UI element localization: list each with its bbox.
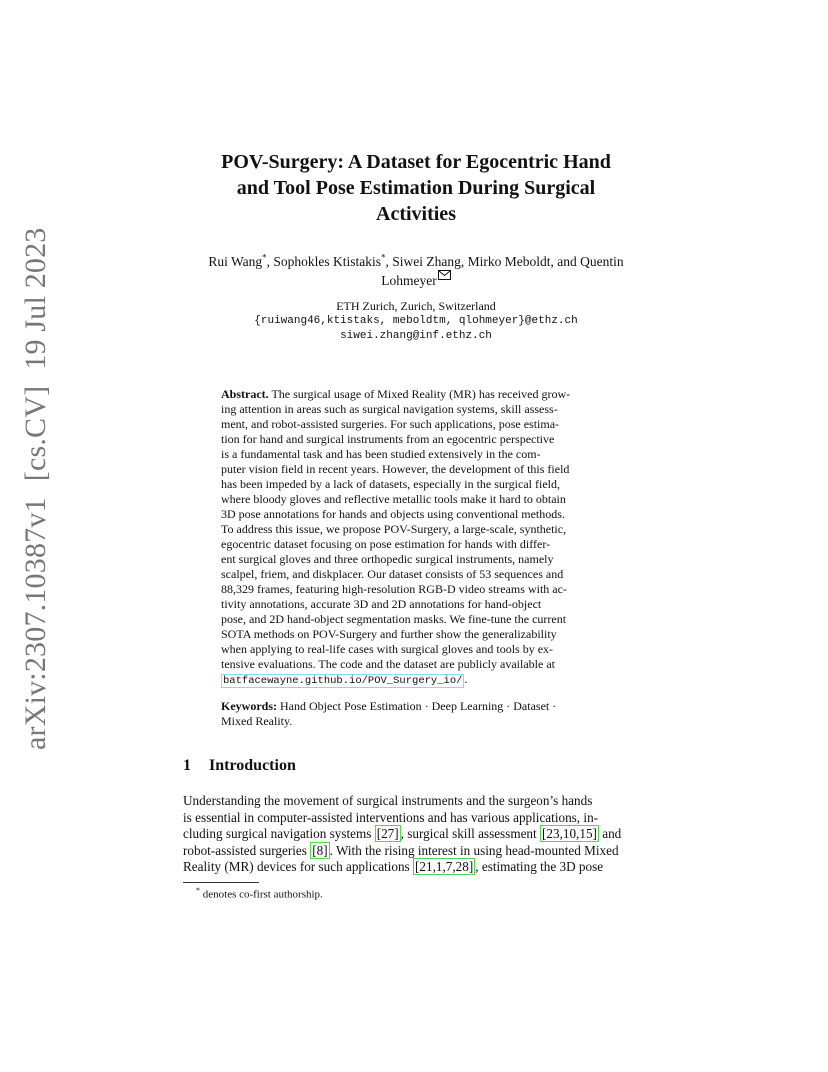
intro-line <box>183 843 651 860</box>
intro-text: , estimating the 3D pose <box>475 859 604 874</box>
intro-line <box>183 859 651 876</box>
title-line: and Tool Pose Estimation During Surgical <box>236 177 596 199</box>
intro-text: robot-assisted surgeries <box>183 842 311 858</box>
section-title: Introduction <box>209 757 296 774</box>
co-first-mark: * <box>381 252 386 263</box>
footnote-divider <box>183 882 259 883</box>
abstract-text: . <box>464 672 468 686</box>
abstract-line: To address this issue, we propose POV-Surgery, a large-scale, synthetic, <box>221 522 567 536</box>
author-list <box>180 253 652 289</box>
intro-text: . With the rising interest in using head-mounted Mixed <box>329 842 619 858</box>
introduction-text <box>183 793 651 876</box>
citation-link[interactable]: [23,10,15] <box>541 826 597 841</box>
abstract-line: 3D pose annotations for hands and objects using conventional methods. <box>221 507 565 521</box>
institution: ETH Zurich, Zurich, Switzerland <box>336 299 496 313</box>
citation-link[interactable]: [21,1,7,28] <box>415 859 474 874</box>
keywords-text: Hand Object Pose Estimation · Deep Learning · Dataset · <box>277 699 557 713</box>
citation-link[interactable]: [27] <box>376 826 399 841</box>
email-addresses: {ruiwang46,ktistaks, meboldtm, qlohmeyer}@ethz.ch <box>254 315 578 327</box>
keywords-label: Keywords: <box>221 699 277 713</box>
section-number: 1 <box>183 757 191 774</box>
title-line: Activities <box>376 203 456 225</box>
project-link[interactable]: batfacewayne.github.io/POV_Surgery_io/ <box>223 675 463 687</box>
arxiv-id-text: arXiv:2307.10387v1 <box>19 497 52 750</box>
abstract-line: where bloody gloves and reflective metallic tools make it hard to obtain <box>221 492 566 506</box>
author-name: , Sophokles Ktistakis <box>266 254 382 269</box>
section-heading <box>183 757 296 775</box>
author-name: Rui Wang <box>208 254 263 269</box>
abstract-line <box>221 387 612 402</box>
abstract-line: egocentric dataset focusing on pose estimation for hands with differ- <box>221 537 551 551</box>
abstract-line: ing attention in areas such as surgical navigation systems, skill assess- <box>221 402 558 416</box>
abstract-line: scalpel, friem, and diskplacer. Our dataset consists of 53 sequences and <box>221 567 564 581</box>
abstract-line: puter vision field in recent years. However, the development of this field <box>221 462 570 476</box>
abstract-line: tivity annotations, accurate 3D and 2D annotations for hand-object <box>221 597 542 611</box>
abstract-line: 88,329 frames, featuring high-resolution RGB-D video streams with ac- <box>221 582 567 596</box>
intro-text: Reality (MR) devices for such applications <box>183 859 413 874</box>
intro-line: is essential in computer-assisted interventions and has various applications, in- <box>183 809 599 825</box>
intro-line: Understanding the movement of surgical instruments and the surgeon’s hands <box>183 793 593 808</box>
arxiv-category: [cs.CV] <box>19 385 52 482</box>
paper-title <box>180 149 652 227</box>
abstract-text: The surgical usage of Mixed Reality (MR) has received grow- <box>268 387 571 401</box>
author-name: Lohmeyer <box>381 273 437 288</box>
intro-text: cluding surgical navigation systems <box>183 826 375 841</box>
abstract <box>221 387 612 689</box>
abstract-line: tensive evaluations. The code and the dataset are publicly available at <box>221 657 555 671</box>
abstract-line: pose, and 2D hand-object segmentation masks. We fine-tune the current <box>221 612 567 626</box>
abstract-label: Abstract. <box>221 387 269 401</box>
footnote <box>196 886 323 901</box>
keywords-line: Mixed Reality. <box>221 714 293 728</box>
author-names: , Siwei Zhang, Mirko Meboldt, and Quentin <box>385 254 624 269</box>
footnote-mark: * <box>196 886 200 895</box>
abstract-line <box>221 672 612 689</box>
footnote-text: denotes co-first authorship. <box>200 888 323 901</box>
abstract-line: SOTA methods on POV-Surgery and further show the generalizability <box>221 627 557 641</box>
intro-text: and <box>598 826 622 841</box>
abstract-line: tion for hand and surgical instruments from an egocentric perspective <box>221 432 555 446</box>
abstract-line: ment, and robot-assisted surgeries. For such applications, pose estima- <box>221 417 560 431</box>
abstract-line: ent surgical gloves and three orthopedic surgical instruments, namely <box>221 552 554 566</box>
affiliation-block <box>180 299 652 344</box>
author-line-1 <box>180 253 652 270</box>
keywords-line <box>221 699 612 714</box>
title-line: POV-Surgery: A Dataset for Egocentric Hand <box>221 151 611 173</box>
abstract-line: is a fundamental task and has been studied extensively in the com- <box>221 447 541 461</box>
envelope-icon <box>438 270 451 280</box>
email-address: siwei.zhang@inf.ethz.ch <box>340 330 492 342</box>
co-first-mark: * <box>262 252 267 263</box>
intro-text: , surgical skill assessment <box>400 826 540 841</box>
keywords <box>221 699 612 729</box>
arxiv-date: 19 Jul 2023 <box>19 227 52 370</box>
abstract-line: when applying to real-life cases with surgical gloves and tools by ex- <box>221 642 554 656</box>
abstract-line: has been impeded by a lack of datasets, especially in the surgical field, <box>221 477 560 491</box>
citation-link[interactable]: [8] <box>312 842 328 858</box>
intro-line <box>183 826 651 843</box>
arxiv-identifier <box>19 211 53 750</box>
author-line-2 <box>180 270 652 289</box>
